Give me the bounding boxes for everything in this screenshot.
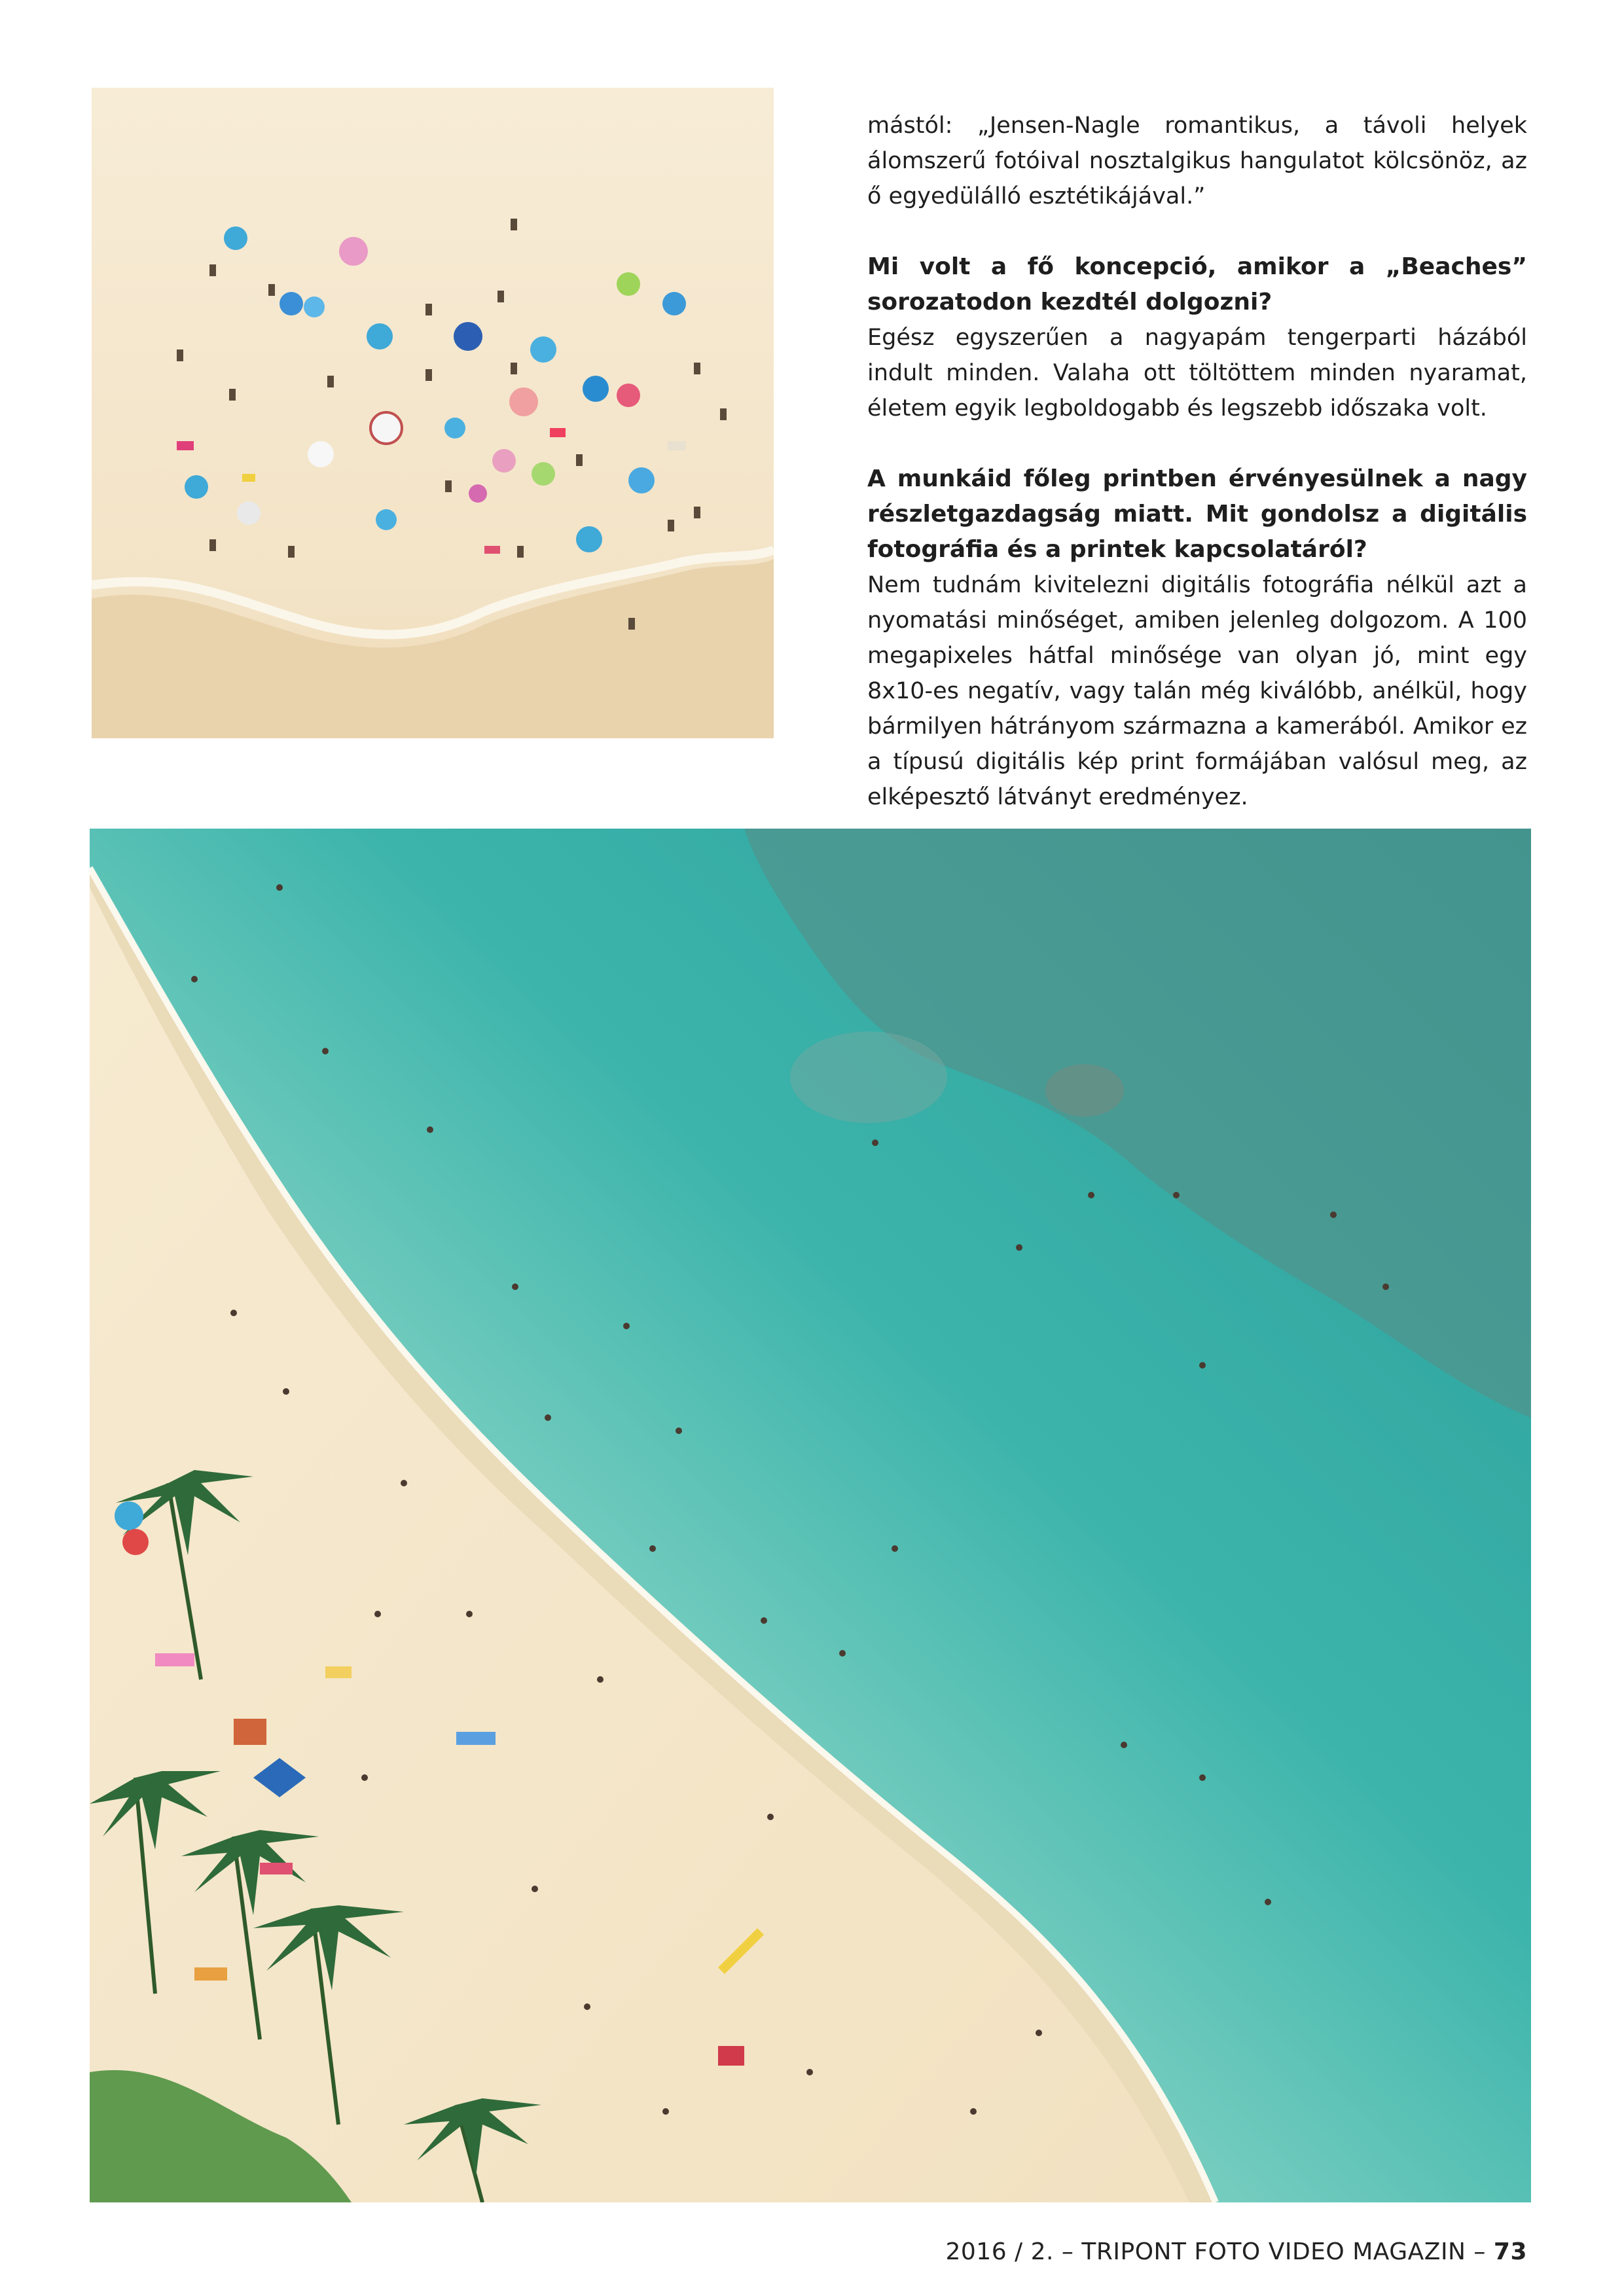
article-text [867, 108, 1527, 815]
beach-umbrellas-photo [92, 88, 774, 738]
question-1: Mi volt a fő koncepció, amikor a „Beaches” sorozatodon kezdtél dolgozni? [867, 253, 1527, 315]
aerial-beach-photo [90, 829, 1531, 2202]
page-number: 73 [1493, 2238, 1527, 2265]
answer-2: Nem tudnám kivitelezni digitális fotográfia nélkül azt a nyomatási minőséget, amiben jelenleg dolgozom. A 100 megapixeles hátfal minősége van olyan jó, mint egy 8x10-es negatív, vagy talán még kiválóbb, anélkül, hogy bármilyen hátrányom származna a kamerából. Amikor ez a típusú digitális kép print formájában valósul meg, az elképesztő látványt eredményez. [867, 572, 1527, 810]
footer-issue: 2016 / 2. – TRIPONT FOTO VIDEO MAGAZIN – [945, 2238, 1486, 2265]
answer-1: Egész egyszerűen a nagyapám tengerparti házából indult minden. Valaha ott töltöttem minden nyaramat, életem egyik legboldogabb és legszebb időszaka volt. [867, 325, 1527, 422]
page-footer [946, 2238, 1528, 2265]
intro-paragraph: mástól: „Jensen-Nagle romantikus, a távoli helyek álomszerű fotóival nosztalgikus hangulatot kölcsönöz, az ő egyedülálló esztétikájával.” [867, 113, 1527, 209]
question-2: A munkáid főleg printben érvényesülnek a nagy részletgazdagság miatt. Mit gondolsz a digitális fotográfia és a printek kapcsolatáról? [867, 465, 1527, 563]
